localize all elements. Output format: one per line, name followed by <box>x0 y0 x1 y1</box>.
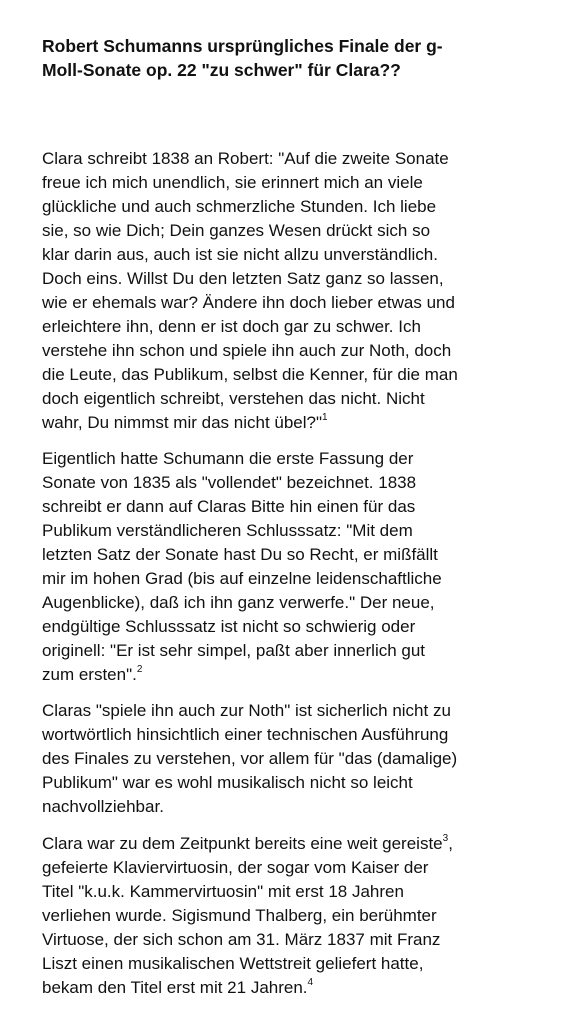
text-line: Titel "k.u.k. Kammervirtuosin" mit erst 18 Jahren <box>42 882 404 901</box>
text-fragment: Clara war zu dem Zeitpunkt bereits eine weit gereiste <box>42 834 443 853</box>
text-line: Clara schreibt 1838 an Robert: "Auf die zweite Sonate <box>42 149 449 168</box>
footnote-marker[interactable]: 3 <box>442 833 449 845</box>
text-line: Sonate von 1835 als "vollendet" bezeichnet. 1838 <box>42 473 417 492</box>
text-fragment: , <box>448 834 453 853</box>
document-page <box>42 34 542 1000</box>
text-line: gefeierte Klaviervirtuosin, der sogar vom Kaiser der <box>42 858 429 877</box>
footnote-marker[interactable]: 1 <box>322 412 328 424</box>
text-fragment: zum ersten". <box>42 665 137 684</box>
text-line: verliehen wurde. Sigismund Thalberg, ein berühmter <box>42 906 437 925</box>
text-line: Claras "spiele ihn auch zur Noth" ist sicherlich nicht zu <box>42 701 451 720</box>
text-line: Augenblicke), daß ich ihn ganz verwerfe." Der neue, <box>42 593 435 612</box>
text-line: letzten Satz der Sonate hast Du so Recht, er mißfällt <box>42 545 438 564</box>
text-line: die Leute, das Publikum, selbst die Kenner, für die man <box>42 365 458 384</box>
paragraph-1 <box>42 147 542 435</box>
text-line: Liszt einen musikalischen Wettstreit geliefert hatte, <box>42 954 424 973</box>
text-line <box>42 976 542 1000</box>
text-line: mir im hohen Grad (bis auf einzelne leidenschaftliche <box>42 569 442 588</box>
paragraph-3 <box>42 699 542 819</box>
text-line <box>42 411 542 435</box>
text-line: Doch eins. Willst Du den letzten Satz ganz so lassen, <box>42 269 444 288</box>
text-line: erleichtere ihn, denn er ist doch gar zu schwer. Ich <box>42 317 421 336</box>
text-line: endgültige Schlusssatz ist nicht so schwierig oder <box>42 617 416 636</box>
text-line: wie er ehemals war? Ändere ihn doch lieber etwas und <box>42 293 455 312</box>
text-line: originell: "Er ist sehr simpel, paßt aber innerlich gut <box>42 641 426 660</box>
text-line: verstehe ihn schon und spiele ihn auch zur Noth, doch <box>42 341 452 360</box>
text-line: doch eigentlich schreibt, verstehen das nicht. Nicht <box>42 389 425 408</box>
title-line: Robert Schumanns ursprüngliches Finale der g- <box>42 36 443 56</box>
title-line: Moll-Sonate op. 22 "zu schwer" für Clara?? <box>42 60 401 80</box>
footnote-marker[interactable]: 2 <box>136 664 143 676</box>
text-line <box>42 663 542 687</box>
text-line: Virtuose, der sich schon am 31. März 1837 mit Franz <box>42 930 441 949</box>
text-line: klar darin aus, auch ist sie nicht allzu unverständlich. <box>42 245 438 264</box>
text-line: glückliche und auch schmerzliche Stunden. Ich liebe <box>42 197 437 216</box>
text-line: sie, so wie Dich; Dein ganzes Wesen drückt sich so <box>42 221 431 240</box>
paragraph-4 <box>42 832 542 1000</box>
text-line: schreibt er dann auf Claras Bitte hin einen für das <box>42 497 416 516</box>
text-line: des Finales zu verstehen, vor allem für "das (damalige) <box>42 749 458 768</box>
article-title <box>42 34 542 82</box>
text-line: wortwörtlich hinsichtlich einer technischen Ausführung <box>42 725 449 744</box>
paragraph-2 <box>42 447 542 687</box>
text-line: Publikum" war es wohl musikalisch nicht so leicht <box>42 773 413 792</box>
text-line: freue ich mich unendlich, sie erinnert mich an viele <box>42 173 423 192</box>
text-fragment: bekam den Titel erst mit 21 Jahren. <box>42 978 308 997</box>
text-line: Publikum verständlicheren Schlusssatz: "Mit dem <box>42 521 413 540</box>
footnote-marker[interactable]: 4 <box>307 977 314 989</box>
text-line: Eigentlich hatte Schumann die erste Fassung der <box>42 449 414 468</box>
text-line <box>42 832 542 856</box>
text-fragment: wahr, Du nimmst mir das nicht übel?" <box>42 413 323 432</box>
text-line: nachvollziehbar. <box>42 797 164 816</box>
